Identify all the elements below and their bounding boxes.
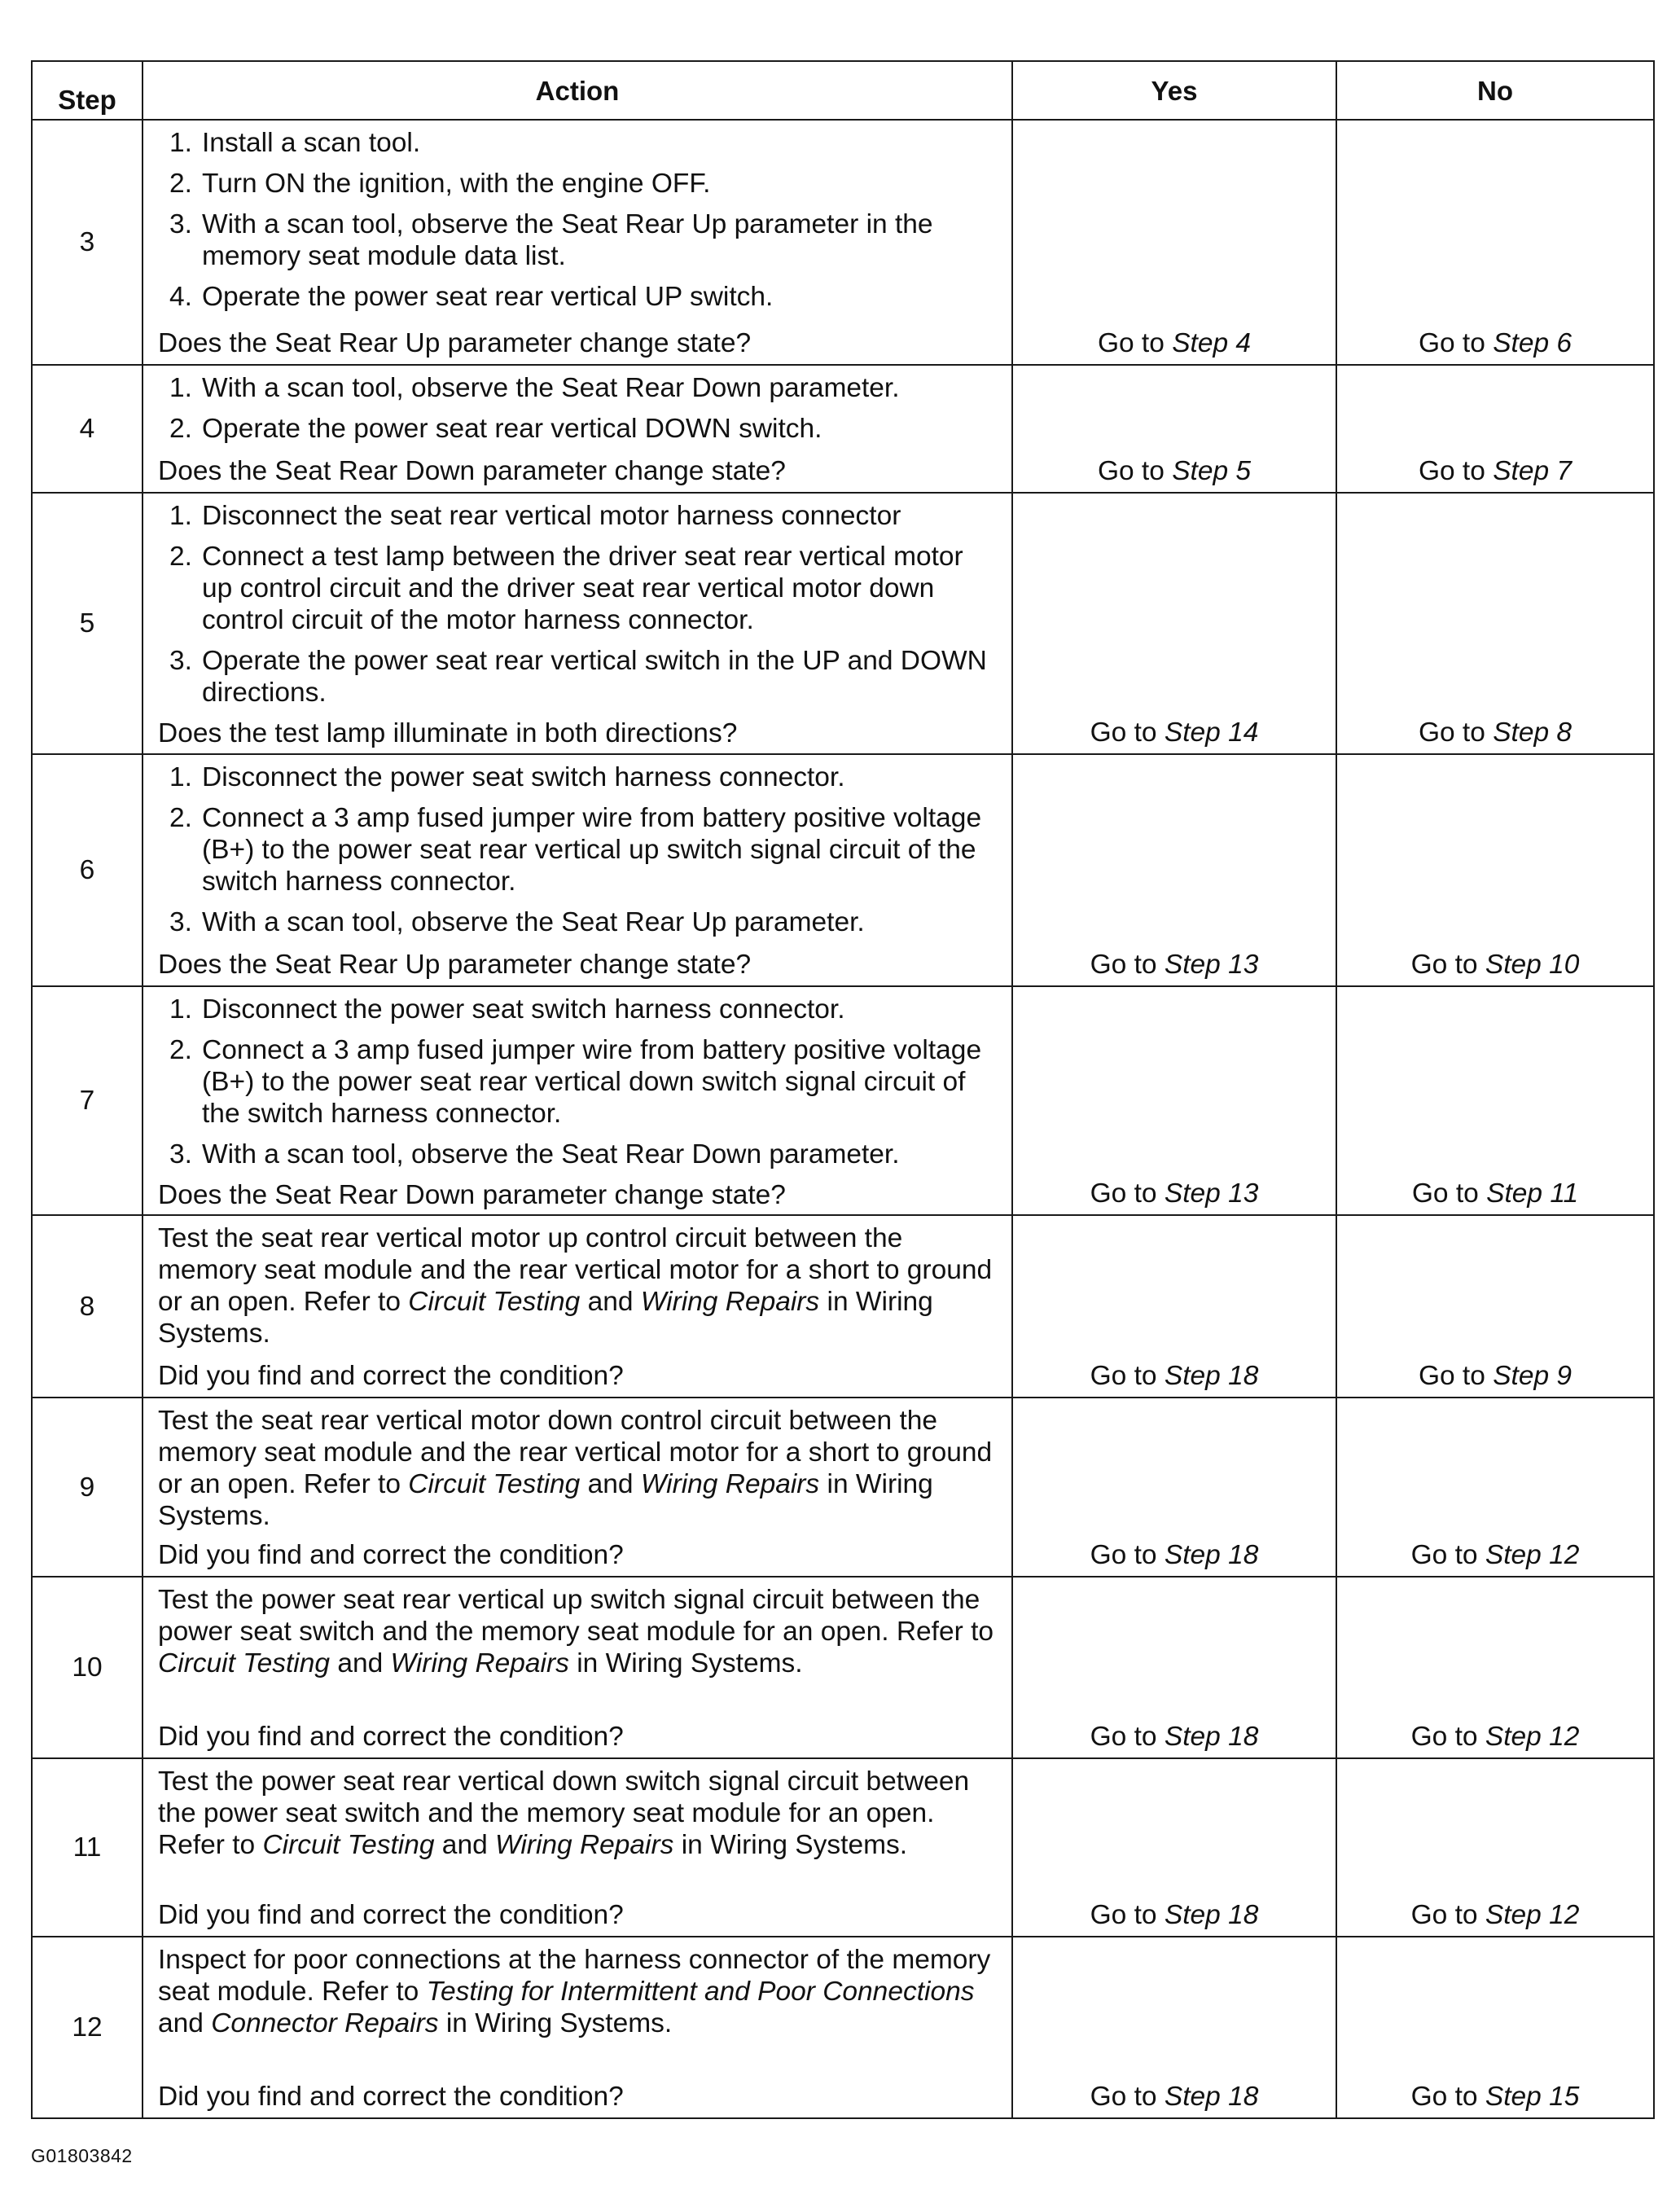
go-to-step-link: Step 4 [1172, 328, 1252, 358]
action-cell [143, 1398, 1012, 1577]
yes-cell [1012, 365, 1336, 493]
action-cell [143, 754, 1012, 986]
instruction-number: 3. [169, 907, 192, 937]
go-to-label: Go to [1097, 456, 1173, 486]
action-question: Does the Seat Rear Up parameter change state? [158, 328, 752, 358]
go-to-yes [1090, 1900, 1259, 1930]
paragraph-text: Inspect for poor connections at the harness connector of the memory seat module. Refer to [158, 1945, 991, 2007]
paragraph-text: in Wiring Systems. [158, 1287, 933, 1349]
step-number: 4 [32, 365, 143, 493]
instruction-text: Disconnect the seat rear vertical motor harness connector [202, 501, 901, 531]
instruction-number: 1. [169, 501, 192, 531]
no-cell [1336, 1398, 1654, 1577]
step-number: 3 [32, 120, 143, 365]
step-number: 9 [32, 1398, 143, 1577]
go-to-yes [1098, 456, 1251, 486]
instruction-text: With a scan tool, observe the Seat Rear Down parameter. [202, 1139, 900, 1169]
paragraph-text: and [434, 1830, 496, 1860]
action-question: Does the Seat Rear Up parameter change state? [158, 950, 752, 980]
instruction-item [158, 208, 998, 272]
go-to-step-link: Step 12 [1485, 1722, 1580, 1752]
table-row [32, 365, 1654, 493]
instruction-item [158, 645, 998, 709]
paragraph-text: in Wiring Systems. [673, 1830, 908, 1860]
no-cell [1336, 754, 1654, 986]
go-to-label: Go to [1090, 717, 1165, 748]
action-question: Did you find and correct the condition? [158, 2082, 624, 2112]
step-number: 11 [32, 1758, 143, 1937]
paragraph-text: and [580, 1469, 641, 1499]
action-content [158, 1405, 998, 1571]
step-number: 8 [32, 1215, 143, 1398]
reference-title: Circuit Testing [262, 1830, 435, 1860]
spacer [158, 1349, 998, 1360]
action-question: Does the Seat Rear Down parameter change state? [158, 1180, 786, 1210]
no-cell [1336, 986, 1654, 1215]
instruction-text: With a scan tool, observe the Seat Rear Up parameter. [202, 907, 865, 937]
go-to-label: Go to [1097, 328, 1173, 358]
go-to-step-link: Step 10 [1485, 950, 1580, 980]
instruction-item [158, 802, 998, 897]
instruction-item [158, 281, 998, 313]
go-to-step-link: Step 18 [1164, 2082, 1259, 2112]
go-to-step-link: Step 18 [1164, 1900, 1259, 1930]
paragraph-text: and [330, 1648, 391, 1678]
yes-cell [1012, 754, 1336, 986]
table-row [32, 986, 1654, 1215]
reference-title: Wiring Repairs [495, 1830, 674, 1860]
instruction-item [158, 1139, 998, 1170]
table-body [32, 120, 1654, 2118]
reference-title: Wiring Repairs [640, 1287, 820, 1317]
instruction-number: 2. [169, 542, 192, 572]
no-cell [1336, 120, 1654, 365]
paragraph-text: in Wiring Systems. [438, 2008, 673, 2038]
paragraph-text: and [580, 1287, 641, 1317]
go-to-label: Go to [1090, 2082, 1165, 2112]
go-to-label: Go to [1090, 1722, 1165, 1752]
instruction-list [158, 994, 998, 1179]
no-cell [1336, 493, 1654, 754]
instruction-number: 3. [169, 209, 192, 239]
go-to-no [1419, 328, 1572, 358]
go-to-yes [1090, 717, 1259, 748]
paragraph-text: Test the power seat rear vertical up switch signal circuit between the power seat switch and the memory seat module for an open. Refer to [158, 1585, 994, 1647]
go-to-label: Go to [1090, 1540, 1165, 1570]
go-to-label: Go to [1410, 1540, 1485, 1570]
instruction-number: 1. [169, 373, 192, 403]
go-to-yes [1090, 950, 1259, 980]
go-to-yes [1090, 2082, 1259, 2112]
action-question: Did you find and correct the condition? [158, 1361, 624, 1391]
table-row [32, 1398, 1654, 1577]
reference-title: Testing for Intermittent and Poor Connections [426, 1977, 975, 2007]
table-row [32, 754, 1654, 986]
table-row [32, 120, 1654, 365]
go-to-label: Go to [1418, 1361, 1494, 1391]
instruction-text: Turn ON the ignition, with the engine OFF. [202, 169, 711, 199]
go-to-label: Go to [1410, 950, 1485, 980]
spacer [158, 1679, 998, 1721]
go-to-label: Go to [1410, 2082, 1485, 2112]
go-to-step-link: Step 15 [1485, 2082, 1580, 2112]
paragraph-text: Test the power seat rear vertical down switch signal circuit between the power seat switch and the memory seat module for an open. Refer to [158, 1766, 970, 1860]
instruction-number: 1. [169, 762, 192, 792]
spacer [158, 2039, 998, 2081]
instruction-number: 4. [169, 282, 192, 312]
go-to-step-link: Step 18 [1164, 1540, 1259, 1570]
instruction-number: 2. [169, 803, 192, 833]
action-content [158, 994, 998, 1209]
go-to-yes [1090, 1178, 1259, 1209]
header-action: Action [143, 61, 1012, 120]
header-step: Step [32, 61, 143, 120]
go-to-step-link: Step 9 [1493, 1361, 1573, 1391]
reference-title: Circuit Testing [408, 1287, 581, 1317]
yes-cell [1012, 1577, 1336, 1758]
action-question: Did you find and correct the condition? [158, 1900, 624, 1930]
instruction-number: 1. [169, 994, 192, 1025]
yes-cell [1012, 1937, 1336, 2118]
reference-title: Circuit Testing [158, 1648, 331, 1678]
reference-title: Wiring Repairs [390, 1648, 569, 1678]
reference-title: Circuit Testing [408, 1469, 581, 1499]
instruction-number: 2. [169, 1035, 192, 1065]
instruction-number: 3. [169, 646, 192, 676]
no-cell [1336, 1215, 1654, 1398]
instruction-list [158, 500, 998, 717]
go-to-step-link: Step 18 [1164, 1361, 1259, 1391]
instruction-number: 2. [169, 169, 192, 199]
action-cell [143, 1758, 1012, 1937]
go-to-no [1411, 1540, 1580, 1570]
action-cell [143, 986, 1012, 1215]
instruction-list [158, 127, 998, 322]
paragraph-text: and [158, 2008, 212, 2038]
table-row [32, 1758, 1654, 1937]
action-paragraph [158, 1584, 998, 1679]
instruction-item [158, 1034, 998, 1130]
instruction-text: Connect a 3 amp fused jumper wire from battery positive voltage (B+) to the power seat rear vertical up switch signal circuit of the switch harness connector. [202, 803, 982, 897]
header-yes: Yes [1012, 61, 1336, 120]
instruction-text: With a scan tool, observe the Seat Rear Up parameter in the memory seat module data list. [202, 209, 933, 271]
go-to-no [1419, 1361, 1572, 1391]
go-to-step-link: Step 13 [1164, 1178, 1259, 1209]
table-row [32, 1937, 1654, 2118]
paragraph-text: in Wiring Systems. [568, 1648, 803, 1678]
action-question: Does the Seat Rear Down parameter change state? [158, 456, 786, 486]
yes-cell [1012, 493, 1336, 754]
paragraph-text: Test the seat rear vertical motor down control circuit between the memory seat module and the rear vertical motor for a short to ground or an open. Refer to [158, 1406, 993, 1499]
action-content [158, 372, 998, 487]
spacer [158, 1532, 998, 1539]
action-cell [143, 1577, 1012, 1758]
step-number: 5 [32, 493, 143, 754]
step-number: 7 [32, 986, 143, 1215]
go-to-step-link: Step 6 [1493, 328, 1573, 358]
action-cell [143, 365, 1012, 493]
instruction-item [158, 541, 998, 636]
go-to-yes [1098, 328, 1251, 358]
go-to-label: Go to [1090, 1361, 1165, 1391]
go-to-yes [1090, 1540, 1259, 1570]
reference-title: Connector Repairs [211, 2008, 439, 2038]
action-content [158, 1584, 998, 1753]
yes-cell [1012, 986, 1336, 1215]
action-content [158, 1944, 998, 2113]
spacer [158, 322, 998, 327]
go-to-label: Go to [1418, 328, 1494, 358]
instruction-text: Operate the power seat rear vertical switch in the UP and DOWN directions. [202, 646, 987, 708]
yes-cell [1012, 120, 1336, 365]
table-row [32, 493, 1654, 754]
go-to-label: Go to [1411, 1178, 1487, 1209]
go-to-no [1412, 1178, 1578, 1209]
action-paragraph [158, 1405, 998, 1532]
action-content [158, 127, 998, 359]
go-to-step-link: Step 7 [1493, 456, 1573, 486]
action-cell [143, 1937, 1012, 2118]
instruction-text: Install a scan tool. [202, 128, 421, 158]
go-to-no [1411, 2082, 1580, 2112]
step-number: 6 [32, 754, 143, 986]
instruction-number: 1. [169, 128, 192, 158]
yes-cell [1012, 1398, 1336, 1577]
go-to-label: Go to [1090, 1900, 1165, 1930]
go-to-label: Go to [1418, 456, 1494, 486]
go-to-step-link: Step 14 [1164, 717, 1259, 748]
yes-cell [1012, 1758, 1336, 1937]
action-content [158, 761, 998, 981]
spacer [158, 1861, 998, 1899]
no-cell [1336, 1937, 1654, 2118]
instruction-item [158, 500, 998, 532]
diagnostic-table [31, 60, 1655, 2119]
yes-cell [1012, 1215, 1336, 1398]
instruction-text: Operate the power seat rear vertical DOWN switch. [202, 414, 822, 444]
instruction-list [158, 372, 998, 454]
table-row [32, 1215, 1654, 1398]
header-no: No [1336, 61, 1654, 120]
go-to-label: Go to [1090, 1178, 1165, 1209]
go-to-label: Go to [1418, 717, 1494, 748]
instruction-number: 2. [169, 414, 192, 444]
table-row [32, 1577, 1654, 1758]
action-cell [143, 1215, 1012, 1398]
go-to-yes [1090, 1722, 1259, 1752]
instruction-text: Connect a test lamp between the driver seat rear vertical motor up control circuit and the driver seat rear vertical motor down control circuit of the motor harness connector. [202, 542, 963, 635]
instruction-item [158, 168, 998, 200]
go-to-label: Go to [1410, 1900, 1485, 1930]
go-to-no [1419, 456, 1572, 486]
reference-title: Wiring Repairs [640, 1469, 820, 1499]
go-to-step-link: Step 11 [1486, 1178, 1579, 1209]
go-to-step-link: Step 13 [1164, 950, 1259, 980]
instruction-item [158, 127, 998, 159]
instruction-text: Disconnect the power seat switch harness connector. [202, 994, 845, 1025]
go-to-step-link: Step 5 [1172, 456, 1252, 486]
step-number: 12 [32, 1937, 143, 2118]
header-row [32, 61, 1654, 120]
go-to-no [1419, 717, 1572, 748]
action-question: Did you find and correct the condition? [158, 1722, 624, 1752]
instruction-item [158, 413, 998, 445]
step-number: 10 [32, 1577, 143, 1758]
instruction-list [158, 761, 998, 947]
go-to-no [1411, 950, 1580, 980]
action-content [158, 1766, 998, 1931]
go-to-step-link: Step 18 [1164, 1722, 1259, 1752]
go-to-label: Go to [1410, 1722, 1485, 1752]
action-content [158, 500, 998, 748]
action-cell [143, 120, 1012, 365]
action-cell [143, 493, 1012, 754]
action-paragraph [158, 1944, 998, 2039]
go-to-yes [1090, 1361, 1259, 1391]
instruction-number: 3. [169, 1139, 192, 1169]
go-to-step-link: Step 12 [1485, 1540, 1580, 1570]
action-paragraph [158, 1222, 998, 1349]
go-to-step-link: Step 12 [1485, 1900, 1580, 1930]
no-cell [1336, 1758, 1654, 1937]
instruction-item [158, 372, 998, 404]
action-content [158, 1222, 998, 1392]
action-question: Did you find and correct the condition? [158, 1540, 624, 1570]
instruction-text: Connect a 3 amp fused jumper wire from battery positive voltage (B+) to the power seat rear vertical down switch signal circuit of the switch harness connector. [202, 1035, 982, 1129]
instruction-text: Operate the power seat rear vertical UP switch. [202, 282, 774, 312]
go-to-no [1411, 1900, 1580, 1930]
go-to-label: Go to [1090, 950, 1165, 980]
action-paragraph [158, 1766, 998, 1861]
go-to-step-link: Step 8 [1493, 717, 1573, 748]
no-cell [1336, 365, 1654, 493]
figure-code: G01803842 [31, 2145, 133, 2166]
instruction-item [158, 906, 998, 938]
instruction-item [158, 994, 998, 1025]
paragraph-text: in Wiring Systems. [158, 1469, 933, 1531]
no-cell [1336, 1577, 1654, 1758]
instruction-text: With a scan tool, observe the Seat Rear Down parameter. [202, 373, 900, 403]
go-to-no [1411, 1722, 1580, 1752]
instruction-text: Disconnect the power seat switch harness connector. [202, 762, 845, 792]
action-question: Does the test lamp illuminate in both directions? [158, 718, 738, 748]
instruction-item [158, 761, 998, 793]
paragraph-text: Test the seat rear vertical motor up control circuit between the memory seat module and the rear vertical motor for a short to ground or an open. Refer to [158, 1223, 993, 1317]
